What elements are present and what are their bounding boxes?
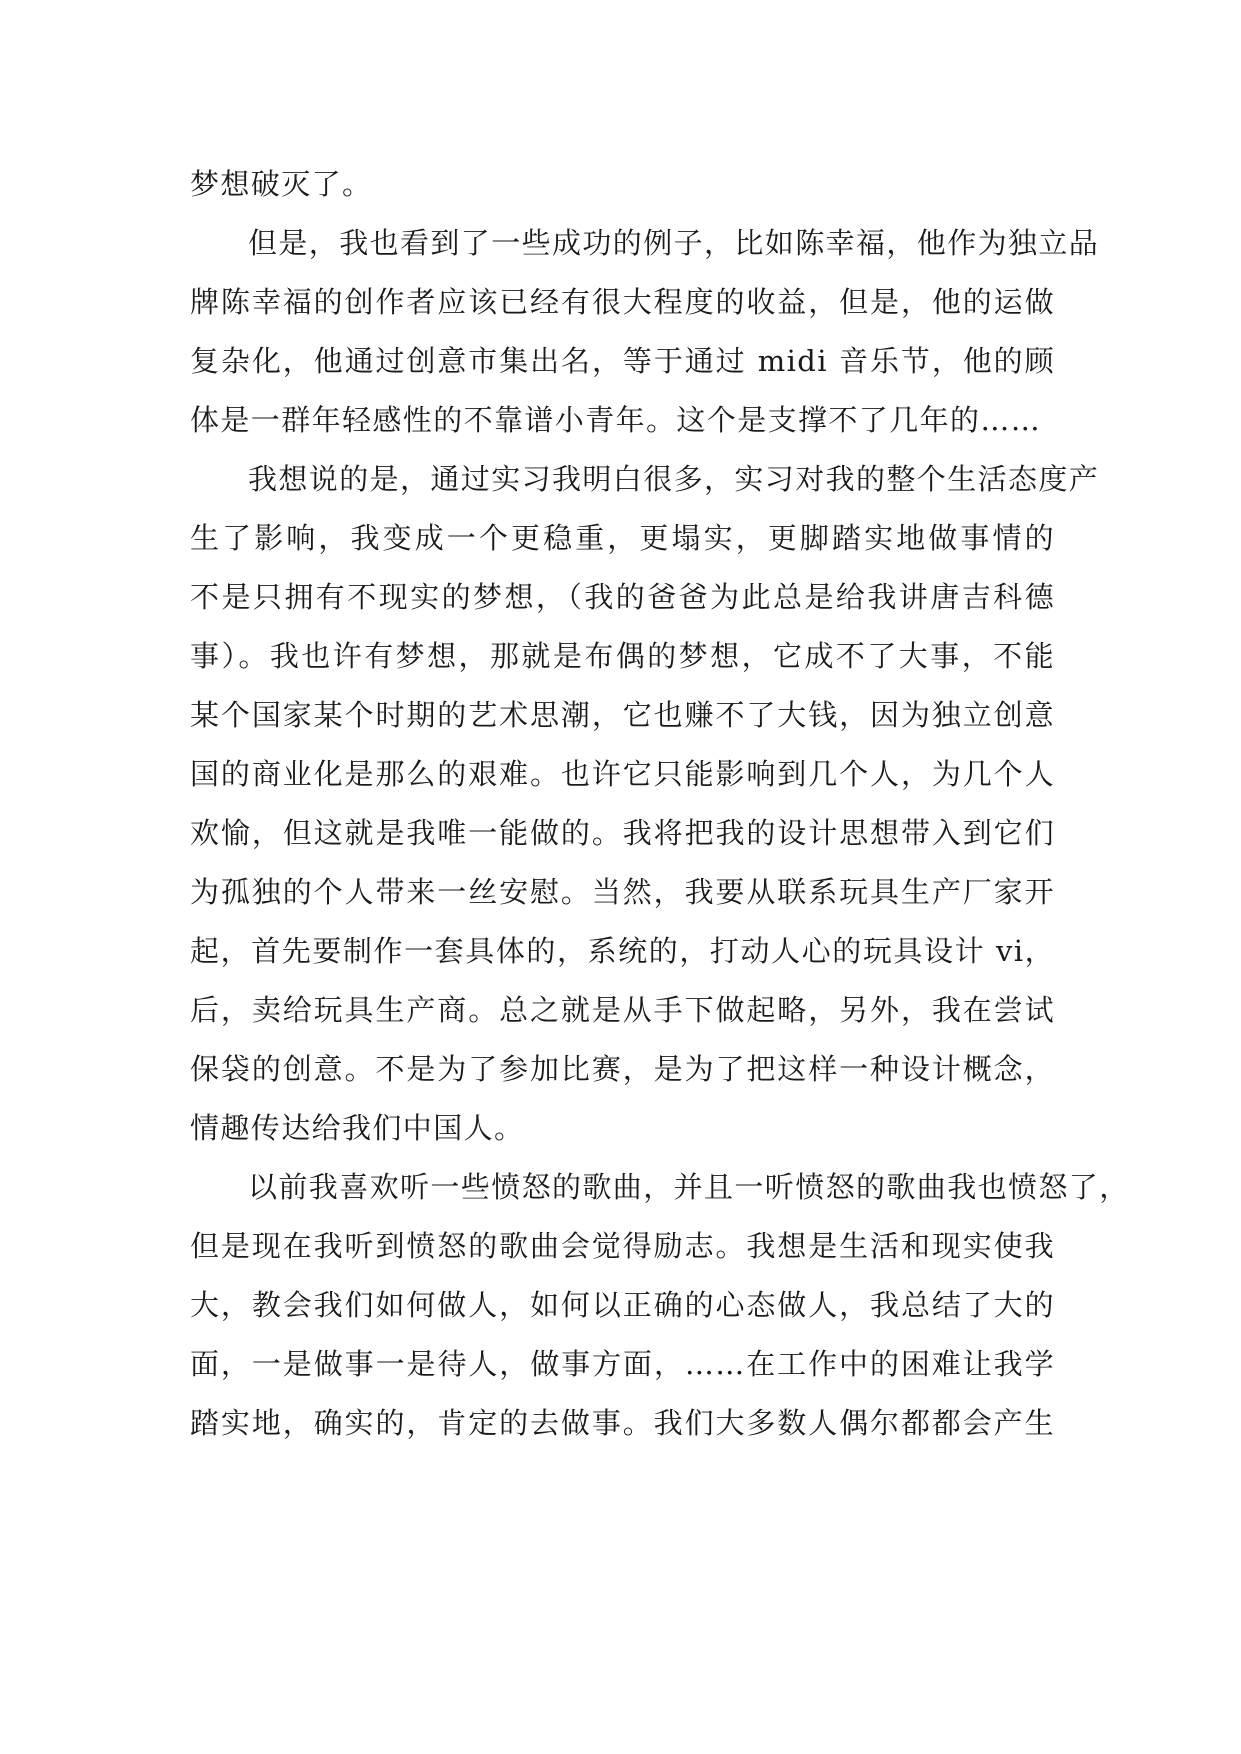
text-line: 梦想破灭了。 — [190, 167, 373, 201]
text-line: 情趣传达给我们中国人。 — [190, 1111, 525, 1145]
text-line: 牌陈幸福的创作者应该已经有很大程度的收益，但是，他的运做 — [190, 285, 1055, 319]
text-line: 事）。我也许有梦想，那就是布偶的梦想，它成不了大事，不能 — [190, 639, 1055, 673]
text-line: 为孤独的个人带来一丝安慰。当然，我要从联系玩具生产厂家开 — [190, 875, 1055, 909]
text-line: 某个国家某个时期的艺术思潮，它也赚不了大钱，因为独立创意 — [190, 698, 1055, 732]
text-line: 面，一是做事一是待人，做事方面，……在工作中的困难让我学 — [190, 1347, 1055, 1381]
text-line: 不是只拥有不现实的梦想，（我的爸爸为此总是给我讲唐吉科德 — [190, 580, 1055, 614]
text-line: 但是现在我听到愤怒的歌曲会觉得励志。我想是生活和现实使我 — [190, 1229, 1055, 1263]
text-line: 起，首先要制作一套具体的，系统的，打动人心的玩具设计 vi， — [190, 934, 1055, 968]
text-line: 踏实地，确实的，肯定的去做事。我们大多数人偶尔都都会产生 — [190, 1406, 1055, 1440]
text-line: 国的商业化是那么的艰难。也许它只能影响到几个人，为几个人 — [190, 757, 1055, 791]
text-line: 后，卖给玩具生产商。总之就是从手下做起略，另外，我在尝试 — [190, 993, 1055, 1027]
text-line: 保袋的创意。不是为了参加比赛，是为了把这样一种设计概念， — [190, 1052, 1055, 1086]
paragraph-first-line: 以前我喜欢听一些愤怒的歌曲，并且一听愤怒的歌曲我也愤怒了， — [248, 1170, 1130, 1204]
text-line: 大，教会我们如何做人，如何以正确的心态做人，我总结了大的 — [190, 1288, 1055, 1322]
text-line: 体是一群年轻感性的不靠谱小青年。这个是支撑不了几年的…… — [190, 403, 1042, 437]
text-line: 欢愉，但这就是我唯一能做的。我将把我的设计思想带入到它们 — [190, 816, 1055, 850]
text-line: 复杂化，他通过创意市集出名，等于通过 midi 音乐节，他的顾 — [190, 344, 1055, 378]
text-line: 生了影响，我变成一个更稳重，更塌实，更脚踏实地做事情的 — [190, 521, 1055, 555]
paragraph-first-line: 我想说的是，通过实习我明白很多，实习对我的整个生活态度产 — [248, 462, 1100, 496]
paragraph-first-line: 但是，我也看到了一些成功的例子，比如陈幸福，他作为独立品 — [248, 226, 1100, 260]
document-body — [190, 155, 1130, 1453]
